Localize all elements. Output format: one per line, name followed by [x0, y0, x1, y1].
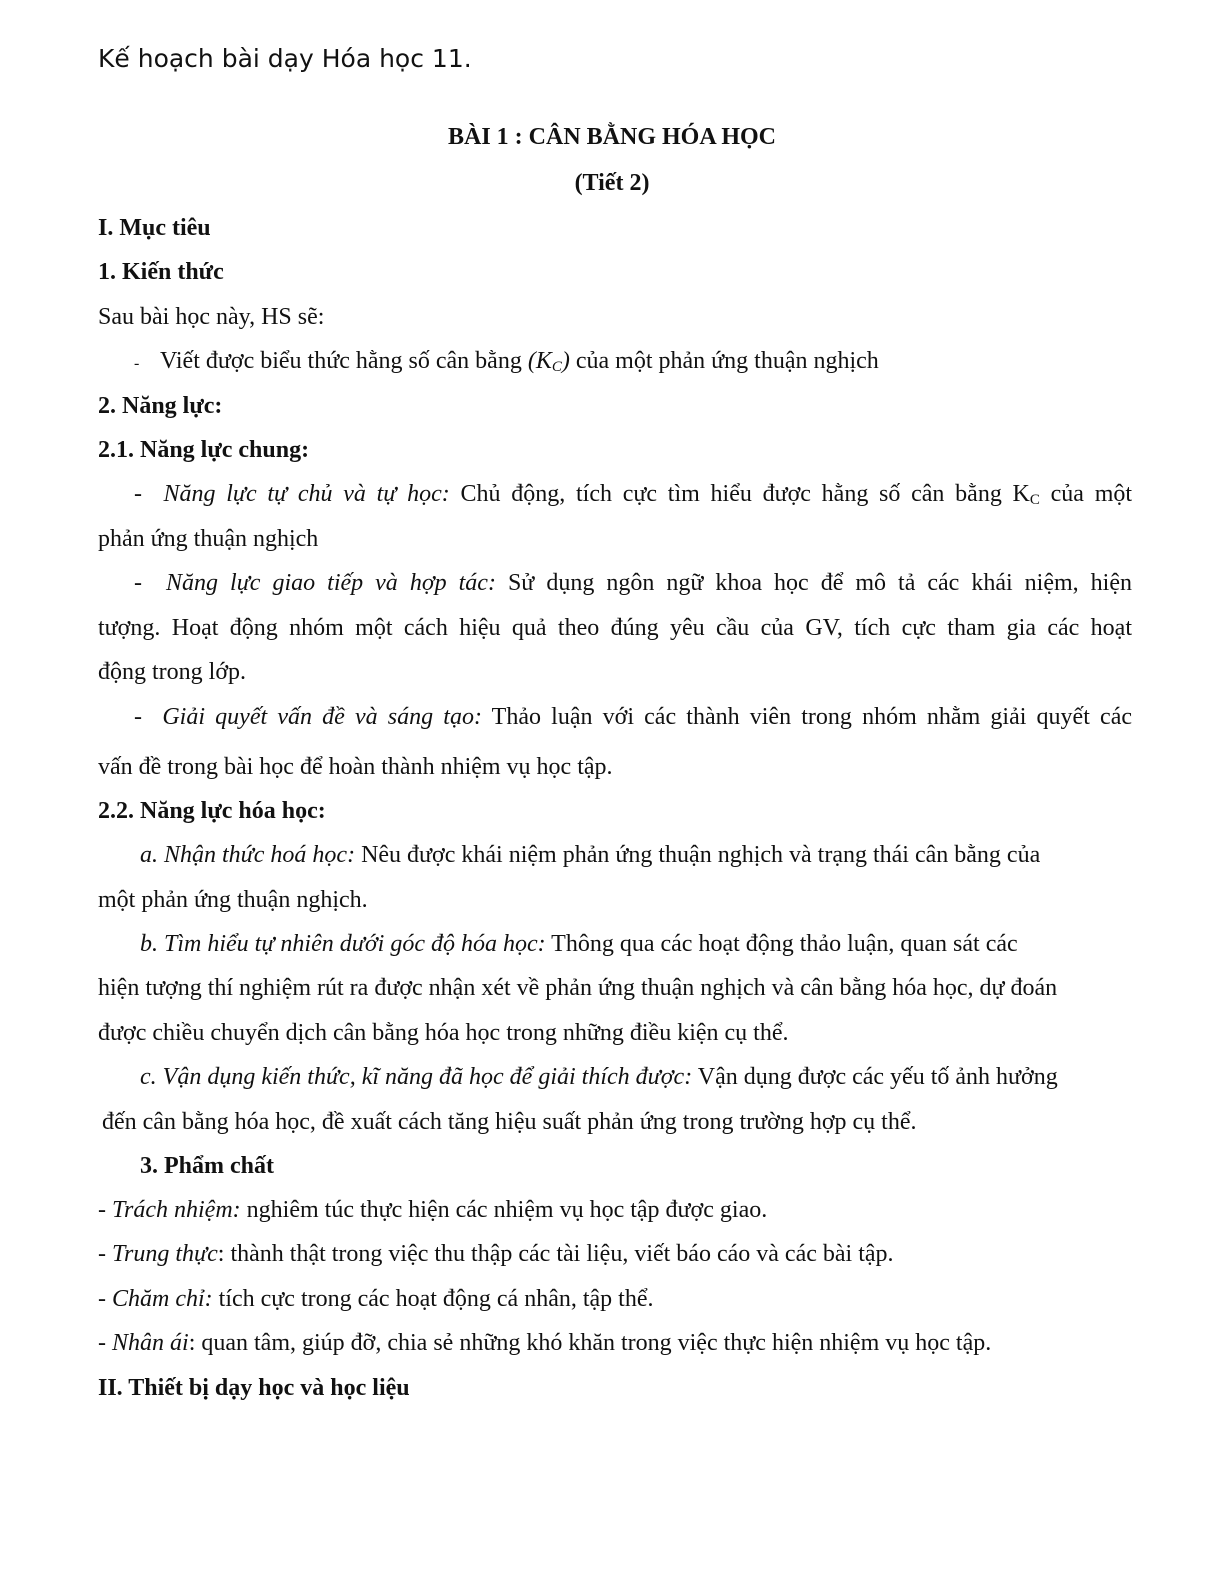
competency-self-study-cont: phản ứng thuận nghịch	[98, 526, 319, 552]
heading-knowledge: 1. Kiến thức	[98, 259, 224, 285]
quality-honesty: - Trung thực: thành thật trong việc thu thập các tài liệu, viết báo cáo và các bài tập.	[98, 1241, 894, 1267]
lesson-period: (Tiết 2)	[574, 170, 650, 196]
competency-communication-cont2: động trong lớp.	[98, 659, 247, 685]
lesson-title: BÀI 1 : CÂN BẰNG HÓA HỌC	[447, 124, 777, 150]
quality-kindness: - Nhân ái: quan tâm, giúp đỡ, chia sẻ những khó khăn trong việc thực hiện nhiệm vụ học tập.	[98, 1330, 992, 1356]
knowledge-item: - Viết được biểu thức hằng số cân bằng (KC) của một phản ứng thuận nghịch	[134, 348, 879, 375]
quality-diligence: - Chăm chỉ: tích cực trong các hoạt động cá nhân, tập thể.	[98, 1286, 654, 1312]
competency-communication-cont: tượng. Hoạt động nhóm một cách hiệu quả theo đúng yêu cầu của GV, tích cực tham gia các hoạt	[98, 615, 1132, 641]
competency-self-study: - Năng lực tự chủ và tự học: Chủ động, tích cực tìm hiểu được hằng số cân bằng $K_C$ của một	[134, 481, 1133, 508]
chem-competency-b-cont: hiện tượng thí nghiệm rút ra được nhận xét về phản ứng thuận nghịch và cân bằng hóa học, dự đoán	[98, 975, 1058, 1001]
chem-competency-b: b. Tìm hiểu tự nhiên dưới góc độ hóa học: Thông qua các hoạt động thảo luận, quan sát các	[140, 931, 1018, 957]
competency-problem-solving-cont: vấn đề trong bài học để hoàn thành nhiệm vụ học tập.	[98, 754, 613, 780]
chem-competency-a-cont: một phản ứng thuận nghịch.	[98, 887, 368, 913]
competency-communication: - Năng lực giao tiếp và hợp tác: Sử dụng ngôn ngữ khoa học để mô tả các khái niệm, hiện	[134, 570, 1132, 596]
heading-equipment: II. Thiết bị dạy học và học liệu	[98, 1375, 410, 1401]
knowledge-intro: Sau bài học này, HS sẽ:	[98, 304, 325, 330]
page-header: Kế hoạch bài dạy Hóa học 11.	[98, 44, 472, 73]
chem-competency-b-cont2: được chiều chuyển dịch cân bằng hóa học trong những điều kiện cụ thể.	[98, 1020, 789, 1046]
heading-general-competencies: 2.1. Năng lực chung:	[98, 437, 310, 463]
heading-chemistry-competencies: 2.2. Năng lực hóa học:	[98, 798, 326, 824]
quality-responsibility: - Trách nhiệm: nghiêm túc thực hiện các nhiệm vụ học tập được giao.	[98, 1197, 768, 1223]
chem-competency-a: a. Nhận thức hoá học: Nêu được khái niệm phản ứng thuận nghịch và trạng thái cân bằng của	[140, 842, 1041, 868]
competency-problem-solving: - Giải quyết vấn đề và sáng tạo: Thảo luận với các thành viên trong nhóm nhằm giải quyết các	[134, 704, 1132, 730]
chem-competency-c: c. Vận dụng kiến thức, kĩ năng đã học để giải thích được: Vận dụng được các yếu tố ảnh hưởng	[140, 1064, 1058, 1090]
chem-competency-c-cont: đến cân bằng hóa học, đề xuất cách tăng hiệu suất phản ứng trong trường hợp cụ thể.	[102, 1109, 917, 1135]
heading-qualities: 3. Phẩm chất	[140, 1153, 274, 1179]
heading-competencies: 2. Năng lực:	[98, 393, 223, 419]
heading-objectives: I. Mục tiêu	[98, 215, 211, 241]
